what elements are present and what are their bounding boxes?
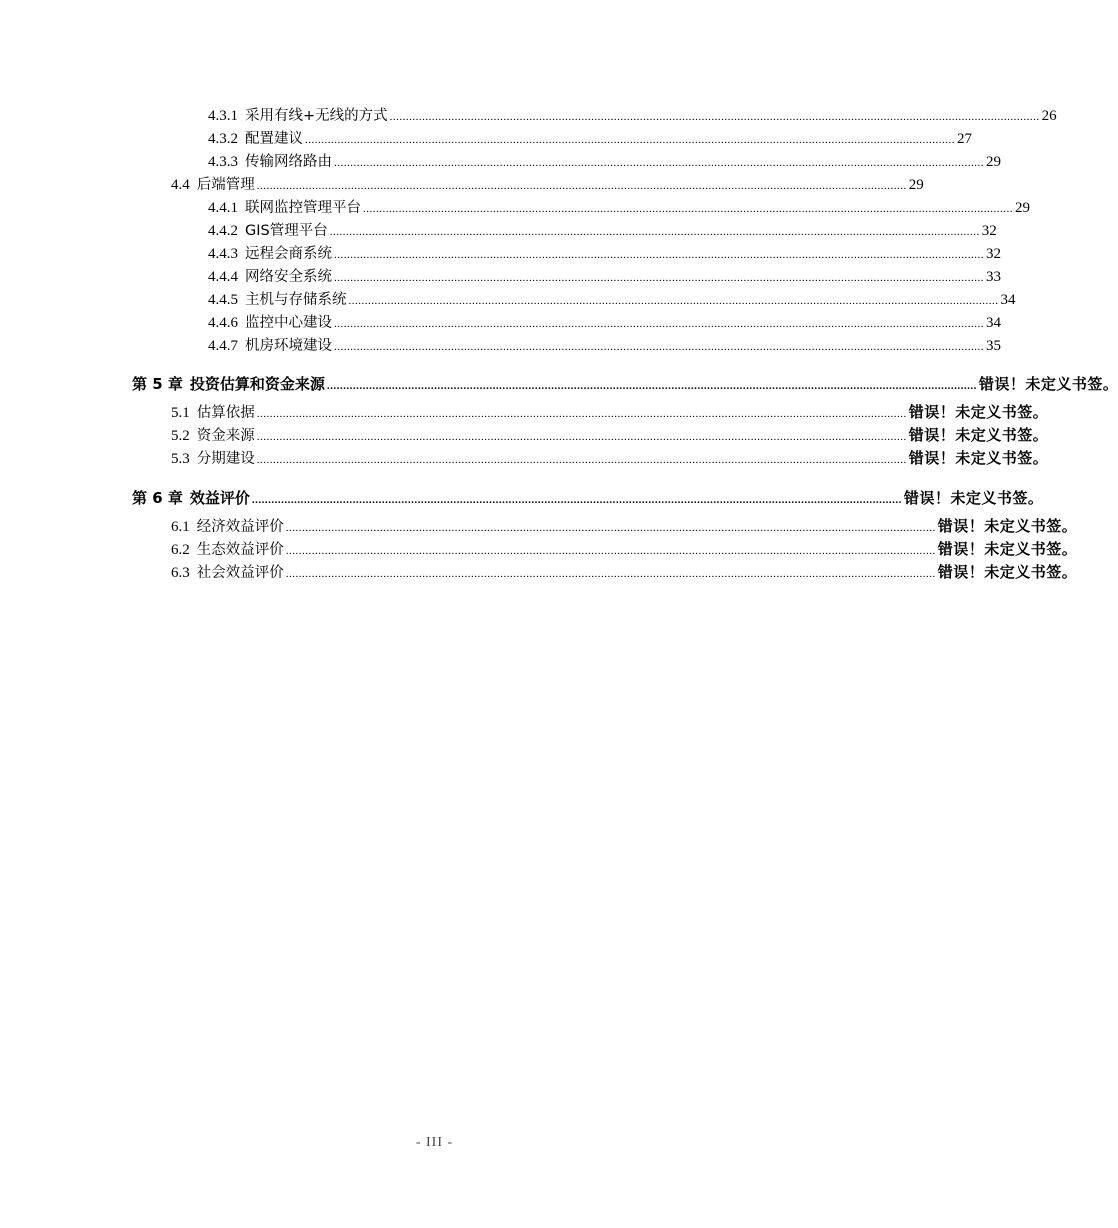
toc-leader-dots: ........................................................................................................................................................................................................: [389, 111, 1040, 123]
toc-entry-page: 33: [986, 269, 1001, 285]
toc-leader-dots: ........................................................................................................................................................................................................: [329, 226, 980, 238]
toc-entry-title: 采用有线+无线的方式: [245, 108, 388, 124]
toc-bookmark-error: 错误！未定义书签。: [908, 449, 1049, 467]
toc-leader-dots: ........................................................................................................................................................................................................: [305, 134, 955, 146]
toc-leader-dots: ........................................................................................................................................................................................................: [334, 157, 984, 169]
toc-chapter-title: 效益评价: [189, 489, 250, 507]
toc-leader-dots: ........................................................................................................................................................................................................: [285, 522, 936, 534]
toc-entry-4-3-1[interactable]: [208, 106, 1057, 127]
toc-bookmark-error: 错误！未定义书签。: [937, 563, 1078, 581]
toc-entry-6-3[interactable]: [171, 562, 1078, 584]
toc-entry-number: 4.4.7: [208, 338, 238, 354]
toc-entry-title: 联网监控管理平台: [245, 200, 361, 216]
toc-entry-5-2[interactable]: [171, 425, 1049, 447]
page-number-footer: - III -: [415, 1135, 454, 1150]
toc-entry-number: 5.1: [171, 405, 190, 421]
toc-entry-number: 4.4.1: [208, 200, 238, 216]
toc-entry-title: 社会效益评价: [196, 565, 284, 581]
toc-chapter-5[interactable]: [132, 374, 1118, 396]
toc-entry-title: 传输网络路由: [245, 154, 332, 170]
toc-entry-number: 5.3: [171, 451, 190, 467]
toc-bookmark-error: 错误！未定义书签。: [978, 375, 1118, 393]
toc-entry-number: 4.4.2: [208, 223, 238, 239]
toc-chapter-number: 第 6 章: [132, 489, 183, 507]
toc-entry-number: 6.3: [171, 565, 190, 581]
toc-entry-title: GIS管理平台: [245, 223, 328, 239]
toc-leader-dots: ........................................................................................................................................................................................................: [256, 431, 907, 443]
toc-leader-dots: ........................................................................................................................................................................................................: [334, 318, 984, 330]
toc-entry-page: 34: [1000, 292, 1016, 308]
toc-entry-number: 6.2: [171, 542, 190, 558]
toc-leader-dots: ........................................................................................................................................................................................................: [256, 454, 907, 466]
toc-entry-page: 29: [908, 177, 924, 193]
toc-entry-title: 资金来源: [196, 428, 255, 444]
toc-entry-page: 29: [1015, 200, 1030, 216]
toc-entry-number: 4.3.2: [208, 131, 238, 147]
toc-entry-4-4-6[interactable]: [208, 313, 1001, 334]
toc-entry-4-4-4[interactable]: [208, 267, 1001, 288]
toc-leader-dots: ........................................................................................................................................................................................................: [363, 203, 1013, 215]
toc-entry-number: 4.3.3: [208, 154, 238, 170]
toc-entry-title: 网络安全系统: [245, 269, 332, 285]
toc-entry-4-3-2[interactable]: [208, 129, 972, 150]
toc-entry-page: 32: [981, 223, 997, 239]
toc-entry-4-4[interactable]: [171, 175, 924, 196]
toc-entry-page: 29: [986, 154, 1001, 170]
toc-leader-dots: ........................................................................................................................................................................................................: [334, 249, 984, 261]
toc-entry-4-4-2[interactable]: [208, 221, 997, 242]
toc-leader-dots: ........................................................................................................................................................................................................: [256, 180, 907, 192]
toc-entry-title: 远程会商系统: [245, 246, 332, 262]
toc-leader-dots: ........................................................................................................................................................................................................: [348, 295, 999, 307]
toc-entry-4-4-7[interactable]: [208, 336, 1001, 357]
toc-leader-dots: ........................................................................................................................................................................................................: [251, 494, 902, 506]
toc-entry-title: 主机与存储系统: [245, 292, 347, 308]
toc-entry-title: 配置建议: [245, 131, 303, 147]
toc-leader-dots: ........................................................................................................................................................................................................: [334, 341, 984, 353]
toc-entry-5-1[interactable]: [171, 402, 1049, 424]
toc-bookmark-error: 错误！未定义书签。: [937, 540, 1078, 558]
toc-leader-dots: ........................................................................................................................................................................................................: [285, 545, 936, 557]
toc-entry-6-1[interactable]: [171, 516, 1078, 538]
toc-entry-4-3-3[interactable]: [208, 152, 1001, 173]
toc-leader-dots: ........................................................................................................................................................................................................: [256, 408, 907, 420]
toc-entry-4-4-3[interactable]: [208, 244, 1001, 265]
toc-chapter-number: 第 5 章: [132, 375, 183, 393]
toc-entry-title: 后端管理: [196, 177, 255, 193]
toc-entry-number: 4.4.4: [208, 269, 238, 285]
toc-bookmark-error: 错误！未定义书签。: [937, 517, 1078, 535]
toc-entry-title: 分期建设: [196, 451, 255, 467]
toc-entry-number: 4.4: [171, 177, 190, 193]
toc-entry-number: 4.4.3: [208, 246, 238, 262]
toc-entry-number: 6.1: [171, 519, 190, 535]
toc-entry-6-2[interactable]: [171, 539, 1078, 561]
toc-leader-dots: ........................................................................................................................................................................................................: [285, 568, 936, 580]
toc-entry-title: 经济效益评价: [196, 519, 284, 535]
toc-chapter-6[interactable]: [132, 488, 1044, 510]
toc-entry-5-3[interactable]: [171, 448, 1049, 470]
toc-entry-page: 26: [1041, 108, 1057, 124]
toc-entry-page: 34: [986, 315, 1001, 331]
toc-bookmark-error: 错误！未定义书签。: [908, 403, 1049, 421]
toc-entry-title: 估算依据: [196, 405, 255, 421]
toc-entry-number: 4.4.6: [208, 315, 238, 331]
toc-leader-dots: ........................................................................................................................................................................................................: [326, 380, 977, 392]
toc-entry-page: 35: [986, 338, 1001, 354]
toc-entry-title: 机房环境建设: [245, 338, 332, 354]
toc-entry-4-4-1[interactable]: [208, 198, 1030, 219]
toc-entry-page: 32: [986, 246, 1001, 262]
toc-entry-title: 生态效益评价: [196, 542, 284, 558]
toc-entry-number: 4.3.1: [208, 108, 238, 124]
toc-entry-number: 4.4.5: [208, 292, 238, 308]
toc-chapter-title: 投资估算和资金来源: [189, 375, 325, 393]
toc-entry-number: 5.2: [171, 428, 190, 444]
toc-entry-page: 27: [957, 131, 972, 147]
toc-bookmark-error: 错误！未定义书签。: [903, 489, 1044, 507]
toc-bookmark-error: 错误！未定义书签。: [908, 426, 1049, 444]
toc-entry-title: 监控中心建设: [245, 315, 332, 331]
toc-leader-dots: ........................................................................................................................................................................................................: [334, 272, 984, 284]
toc-entry-4-4-5[interactable]: [208, 290, 1016, 311]
